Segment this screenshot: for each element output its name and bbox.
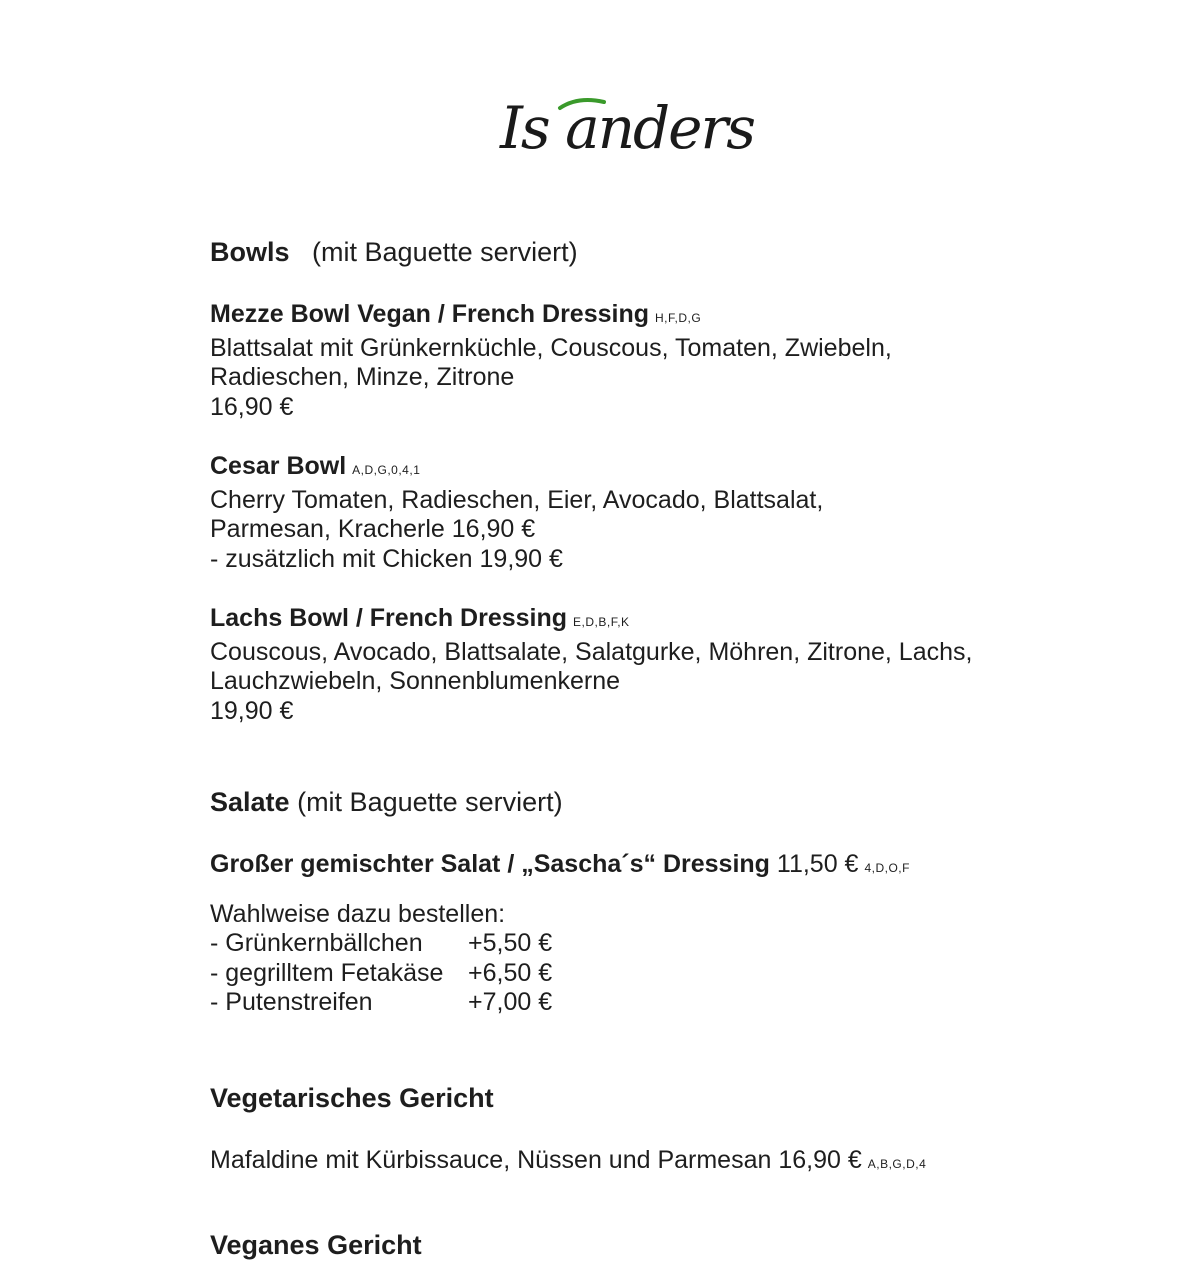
section-title bbox=[210, 234, 1110, 270]
list-item bbox=[210, 929, 1110, 959]
item-price: 11,50 € bbox=[776, 850, 859, 878]
extra-price: +7,00 € bbox=[468, 988, 553, 1016]
item-description: Parmesan, Kracherle 16,90 € bbox=[210, 515, 536, 543]
menu-content bbox=[210, 234, 1110, 1263]
extras-intro: Wahlweise dazu bestellen: bbox=[210, 899, 506, 928]
item-description: Cherry Tomaten, Radieschen, Eier, Avocado, Blattsalat, bbox=[210, 485, 824, 514]
extra-name: - Putenstreifen bbox=[210, 988, 373, 1016]
extras-list bbox=[210, 900, 1110, 1018]
menu-item bbox=[210, 1146, 1110, 1180]
section-title-vegan: Veganes Gericht bbox=[210, 1230, 422, 1260]
extra-price: +5,50 € bbox=[468, 929, 553, 957]
logo bbox=[500, 84, 754, 164]
item-title: Großer gemischter Salat / „Sascha´s“ Dressing bbox=[210, 850, 770, 878]
section-note: (mit Baguette serviert) bbox=[297, 787, 563, 817]
extra-name: - gegrilltem Fetakäse bbox=[210, 958, 444, 987]
menu-item bbox=[210, 300, 1110, 422]
section-title-vegetarisch: Vegetarisches Gericht bbox=[210, 1082, 494, 1113]
logo-graphic bbox=[500, 84, 754, 164]
item-description: Mafaldine mit Kürbissauce, Nüssen und Parmesan 16,90 € bbox=[210, 1145, 862, 1174]
extra-name: - Grünkernbällchen bbox=[210, 929, 423, 957]
section-note: (mit Baguette serviert) bbox=[312, 237, 578, 267]
item-description: Blattsalat mit Grünkernküchle, Couscous, Tomaten, Zwiebeln, bbox=[210, 333, 892, 362]
item-description: Lauchzwiebeln, Sonnenblumenkerne bbox=[210, 667, 621, 695]
section-salate bbox=[210, 784, 1110, 1018]
item-price: 19,90 € bbox=[210, 696, 294, 725]
allergen-codes: A,D,G,0,4,1 bbox=[352, 463, 421, 477]
extra-price: +6,50 € bbox=[468, 958, 553, 987]
list-item bbox=[210, 959, 1110, 989]
section-title-salate: Salate bbox=[210, 787, 290, 817]
item-description: Radieschen, Minze, Zitrone bbox=[210, 363, 515, 391]
item-description: Couscous, Avocado, Blattsalate, Salatgurke, Möhren, Zitrone, Lachs, bbox=[210, 637, 973, 666]
section-vegetarisch bbox=[210, 1080, 1110, 1180]
item-title: Mezze Bowl Vegan / French Dressing bbox=[210, 300, 650, 328]
section-bowls bbox=[210, 234, 1110, 726]
item-price: 16,90 € bbox=[210, 392, 294, 421]
logo-text: Is anders bbox=[500, 94, 754, 162]
allergen-codes: A,B,G,D,4 bbox=[867, 1156, 927, 1171]
allergen-codes: 4,D,O,F bbox=[864, 861, 910, 875]
list-item bbox=[210, 988, 1110, 1018]
menu-item bbox=[210, 452, 1110, 574]
section-title bbox=[210, 1227, 1110, 1263]
item-option: - zusätzlich mit Chicken 19,90 € bbox=[210, 544, 563, 573]
menu-item bbox=[210, 850, 1110, 884]
section-title-bowls: Bowls bbox=[210, 237, 290, 267]
item-title: Cesar Bowl bbox=[210, 452, 347, 480]
section-title bbox=[210, 1080, 1110, 1116]
allergen-codes: H,F,D,G bbox=[655, 311, 702, 325]
menu-item bbox=[210, 604, 1110, 726]
allergen-codes: E,D,B,F,K bbox=[573, 615, 630, 629]
section-title bbox=[210, 784, 1110, 820]
section-vegan bbox=[210, 1227, 1110, 1263]
item-title: Lachs Bowl / French Dressing bbox=[210, 604, 568, 632]
